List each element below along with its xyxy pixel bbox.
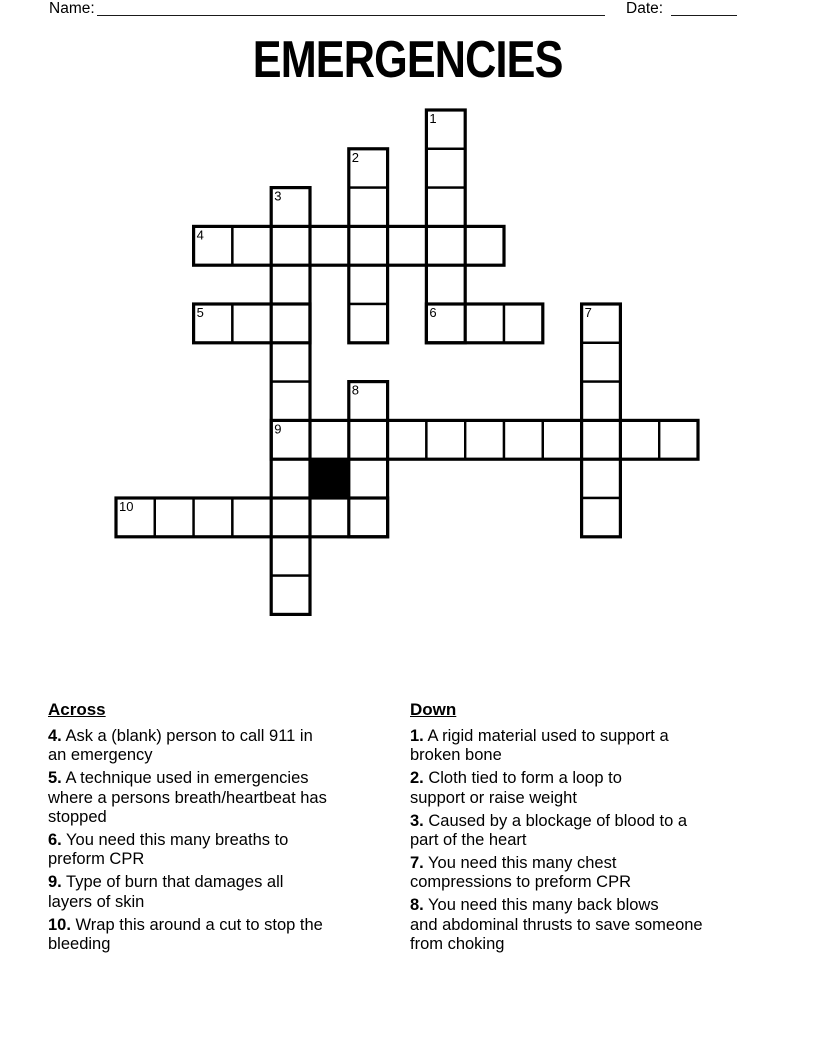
grid-cell[interactable] [582,382,621,421]
down-heading: Down [410,700,457,719]
clue-across-10: 10. Wrap this around a cut to stop the bleeding [48,915,323,954]
clue-number: 6. [48,831,62,850]
grid-cell[interactable] [194,498,233,537]
grid-cell[interactable] [349,265,388,304]
down-clues-column [410,701,800,958]
clue-number: 2. [410,769,424,788]
cell-number: 7 [584,305,592,320]
cell-number: 10 [119,499,134,514]
grid-cell[interactable] [388,226,427,265]
grid-cell[interactable] [271,382,310,421]
grid-cell[interactable] [388,420,427,459]
grid-cell[interactable] [465,304,504,343]
grid-cell[interactable] [426,265,465,304]
grid-cell[interactable] [271,226,310,265]
across-clues-list [48,727,403,954]
clue-down-7: 7. You need this many chest compressions to preform CPR [410,853,631,892]
grid-cell[interactable] [426,420,465,459]
grid-cell[interactable] [349,420,388,459]
cell-number: 3 [274,188,282,204]
grid-cell[interactable] [582,459,621,498]
clue-number: 8. [410,896,424,915]
clue-number: 1. [410,727,424,745]
grid-cell[interactable] [349,459,388,498]
grid-cell[interactable] [504,304,543,343]
grid-cell[interactable] [155,498,194,537]
cell-number: 1 [429,111,437,126]
grid-cell[interactable] [426,149,465,188]
cell-number: 5 [196,305,204,320]
grid-cell[interactable] [349,226,388,265]
cell-number: 8 [351,382,360,398]
grid-cell[interactable] [659,420,698,459]
grid-cell[interactable] [271,459,310,498]
clue-across-5: 5. A technique used in emergencies where a persons breath/heartbeat has stopped [48,769,327,827]
grid-cell[interactable] [271,304,310,343]
grid-cell[interactable] [310,420,349,459]
cell-number: 4 [196,227,204,243]
name-label: Name: [49,0,95,17]
grid-cell[interactable] [620,420,659,459]
grid-cell[interactable] [271,498,310,537]
clue-number: 10. [48,915,71,934]
date-label: Date: [626,0,664,17]
grid-cell[interactable] [582,343,621,382]
page-title: EMERGENCIES [253,31,563,89]
clue-down-8: 8. You need this many back blows and abdominal thrusts to save someone from choking [410,896,703,954]
grid-cell[interactable] [232,498,271,537]
grid-cell[interactable] [582,420,621,459]
down-clues-list [410,727,800,954]
grid-cell[interactable] [310,226,349,265]
grid-cell[interactable] [232,304,271,343]
grid-cell[interactable] [271,343,310,382]
clue-down-3: 3. Caused by a blockage of blood to a part of the heart [410,811,688,850]
grid-cell[interactable] [426,226,465,265]
clue-number: 3. [410,811,424,830]
clue-across-4: 4. Ask a (blank) person to call 911 in an emergency [48,727,313,765]
across-heading: Across [48,700,106,719]
clue-across-9: 9. Type of burn that damages all layers of skin [48,873,284,911]
grid-cell[interactable] [349,304,388,343]
grid-cell[interactable] [465,420,504,459]
grid-cell[interactable] [232,226,271,265]
clue-number: 5. [48,769,62,788]
cell-number: 6 [429,305,437,320]
grid-cell[interactable] [543,420,582,459]
grid-cell[interactable] [271,265,310,304]
grid-cell[interactable] [310,498,349,537]
clue-number: 4. [48,727,62,745]
clue-number: 7. [410,853,424,872]
clue-down-1: 1. A rigid material used to support a broken bone [410,727,669,765]
grid-cell[interactable] [582,498,621,537]
across-clues-column [48,701,403,958]
cell-number: 9 [274,421,282,437]
grid-cell[interactable] [271,576,310,615]
clue-number: 9. [48,873,62,892]
grid-cell[interactable] [271,537,310,576]
grid-cell[interactable] [426,188,465,227]
black-cell [310,459,349,498]
grid-cell[interactable] [349,498,388,537]
clue-down-2: 2. Cloth tied to form a loop to support or raise weight [410,769,622,807]
grid-cell[interactable] [504,420,543,459]
cell-number: 2 [351,149,360,165]
grid-cell[interactable] [349,188,388,227]
grid-cell[interactable] [465,226,504,265]
clue-across-6: 6. You need this many breaths to preform CPR [48,831,289,869]
